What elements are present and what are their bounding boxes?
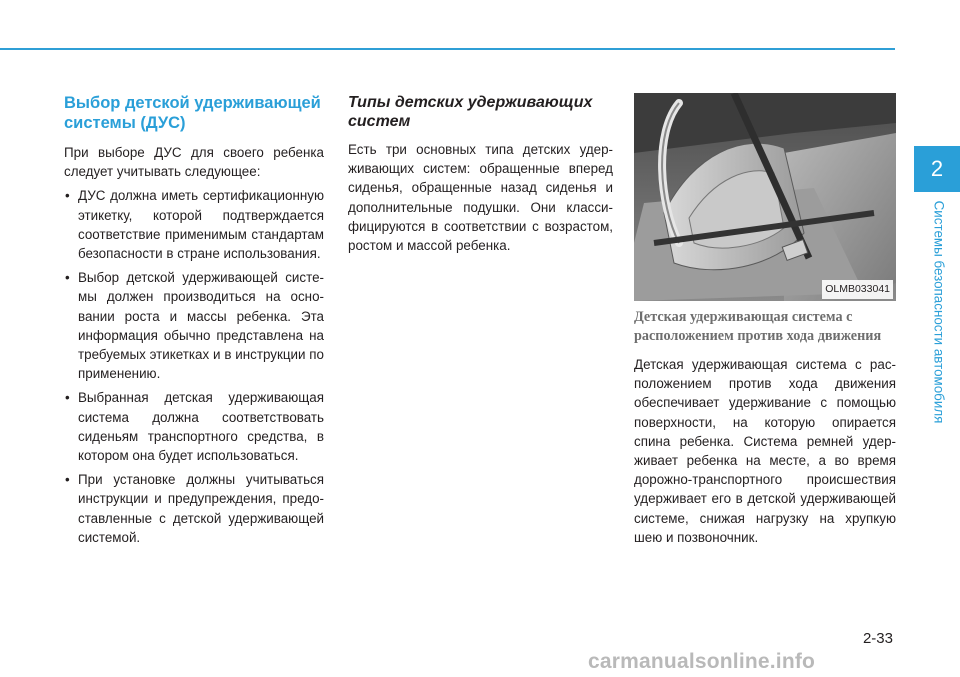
- list-item: • При установке должны учитываться инструкции и предупреждения, предоставленные с детской удерживающей системой.: [64, 470, 324, 547]
- section-choosing-crs: [64, 93, 324, 552]
- section-title: Выбор детской удерживающей системы (ДУС): [64, 94, 321, 132]
- intro-paragraph: При выборе ДУС для своего ребенка следует учитывать следующее:: [64, 145, 324, 180]
- header-rule: [0, 48, 895, 50]
- chapter-tab: 2: [914, 146, 960, 192]
- section-title: Типы детских удерживающих систем: [348, 94, 593, 130]
- car-seat-illustration: [634, 93, 896, 301]
- list-item: • ДУС должна иметь сертификационную этикетку, которой подтверждается соответствие применимым стандартам безопасности в стране использования.: [64, 186, 324, 263]
- figure-caption: Детская удерживающая система с расположением против хода движения: [634, 309, 882, 344]
- page-number: 2-33: [862, 630, 893, 647]
- body-paragraph: Детская удерживающая система с расположением против хода движения обеспечивает удерживание с помощью поверхности, на которую опирается спина ребенка. Система ремней удерживает ребенка на месте, а во время дорожно-транспортного происшествия удерживает его в детской удерживающей системе, снижая нагрузку на хрупкую шею и позвоночник.: [634, 357, 896, 545]
- bullet-list: [64, 186, 324, 547]
- section-rear-facing: [634, 93, 896, 547]
- figure-code: OLMB033041: [822, 280, 893, 299]
- chapter-title: Системы безопасности автомобиля: [931, 200, 947, 424]
- section-crs-types: [348, 93, 613, 255]
- body-paragraph: Есть три основных типа детских удерживающих систем: обращенные вперед сиденья, обращенные назад сиденья и дополнительные подушки. Они классифицируются в соответствии с возрастом, ростом и массой ребенка.: [348, 142, 613, 254]
- list-item: • Выбор детской удерживающей системы должен производиться на основании роста и массы ребенка. Эта информация обычно представлена на требуемых этикетках и в инструкции по применению.: [64, 268, 324, 383]
- watermark: carmanualsonline.info: [588, 650, 816, 673]
- rear-facing-seat-image: [634, 93, 896, 301]
- list-item: • Выбранная детская удерживающая система должна соответствовать сиденьям транспортного средства, в котором она будет использоваться.: [64, 388, 324, 465]
